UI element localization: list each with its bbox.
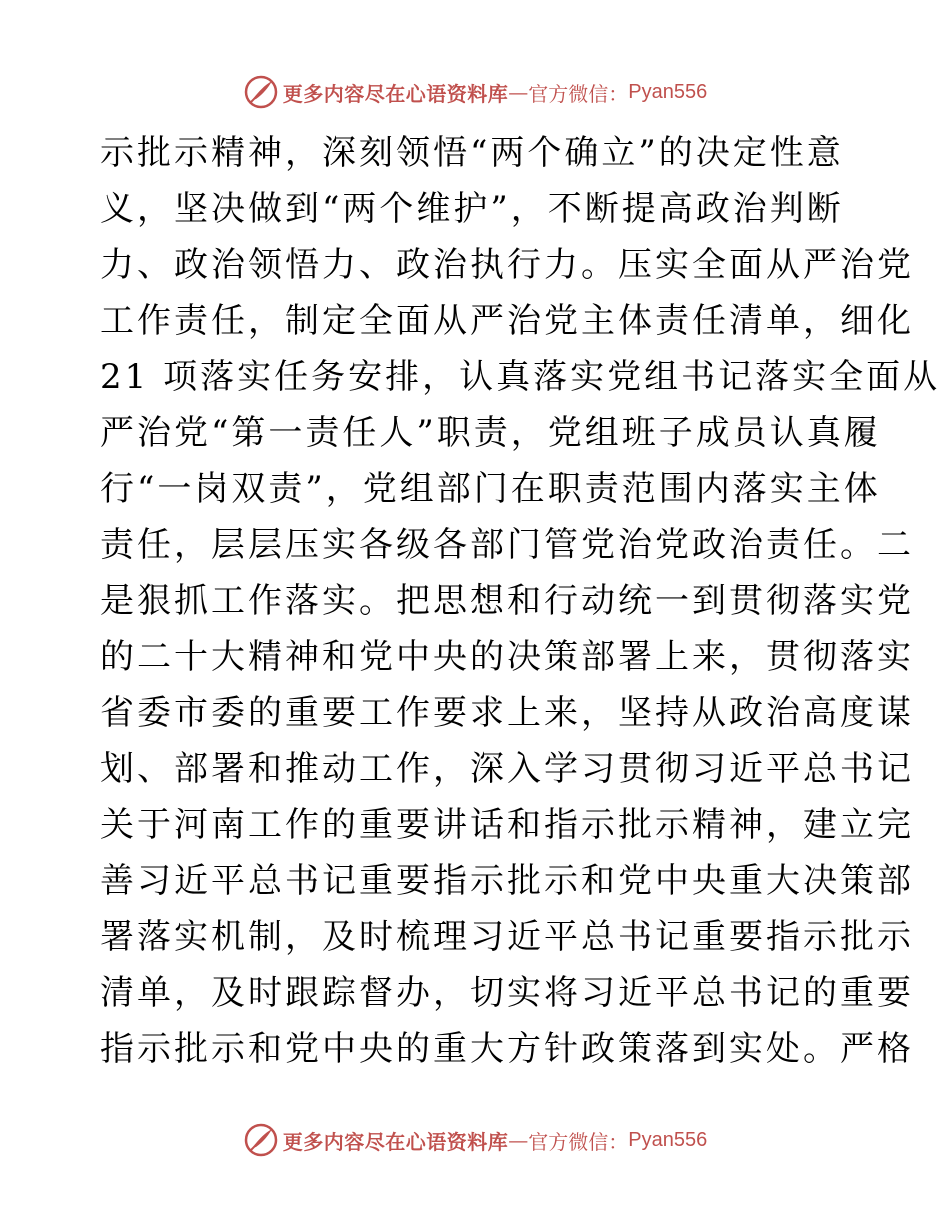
quill-pen-logo-icon bbox=[243, 74, 279, 110]
body-line: 署落实机制，及时梳理习近平总书记重要指示批示 bbox=[100, 917, 914, 957]
footer-banner bbox=[0, 1118, 950, 1162]
banner-separator: — bbox=[508, 1128, 529, 1152]
body-line: 的二十大精神和党中央的决策部署上来，贯彻落实 bbox=[100, 637, 914, 677]
banner-wechat-id: Pyan556 bbox=[628, 80, 708, 103]
banner-official-label: 官方微信： bbox=[528, 81, 629, 106]
quill-pen-logo-icon bbox=[243, 1122, 279, 1158]
body-line: 严治党“第一责任人”职责，党组班子成员认真履 bbox=[100, 413, 881, 453]
banner-official-label: 官方微信： bbox=[528, 1129, 629, 1154]
body-line: 指示批示和党中央的重大方针政策落到实处。严格 bbox=[100, 1029, 914, 1069]
body-line: 义，坚决做到“两个维护”，不断提高政治判断 bbox=[100, 189, 844, 229]
body-line: 行“一岗双责”，党组部门在职责范围内落实主体 bbox=[100, 469, 881, 509]
body-line: 划、部署和推动工作，深入学习贯彻习近平总书记 bbox=[100, 749, 914, 789]
body-line: 清单，及时跟踪督办，切实将习近平总书记的重要 bbox=[100, 973, 914, 1013]
body-line: 力、政治领悟力、政治执行力。压实全面从严治党 bbox=[100, 245, 914, 285]
body-line: 21 项落实任务安排，认真落实党组书记落实全面从 bbox=[100, 357, 941, 397]
document-body bbox=[100, 125, 941, 1077]
body-line: 善习近平总书记重要指示批示和党中央重大决策部 bbox=[100, 861, 914, 901]
body-line: 是狠抓工作落实。把思想和行动统一到贯彻落实党 bbox=[100, 581, 914, 621]
body-line: 示批示精神，深刻领悟“两个确立”的决定性意 bbox=[100, 133, 844, 173]
header-banner bbox=[0, 70, 950, 114]
body-line: 责任，层层压实各级各部门管党治党政治责任。二 bbox=[100, 525, 914, 565]
banner-wechat-id: Pyan556 bbox=[628, 1128, 708, 1151]
body-line: 关于河南工作的重要讲话和指示批示精神，建立完 bbox=[100, 805, 914, 845]
banner-main-text: 更多内容尽在心语资料库 bbox=[282, 1129, 509, 1154]
banner-main-text: 更多内容尽在心语资料库 bbox=[282, 81, 509, 106]
body-line: 省委市委的重要工作要求上来，坚持从政治高度谋 bbox=[100, 693, 914, 733]
banner-separator: — bbox=[508, 80, 529, 104]
body-line: 工作责任，制定全面从严治党主体责任清单，细化 bbox=[100, 301, 914, 341]
